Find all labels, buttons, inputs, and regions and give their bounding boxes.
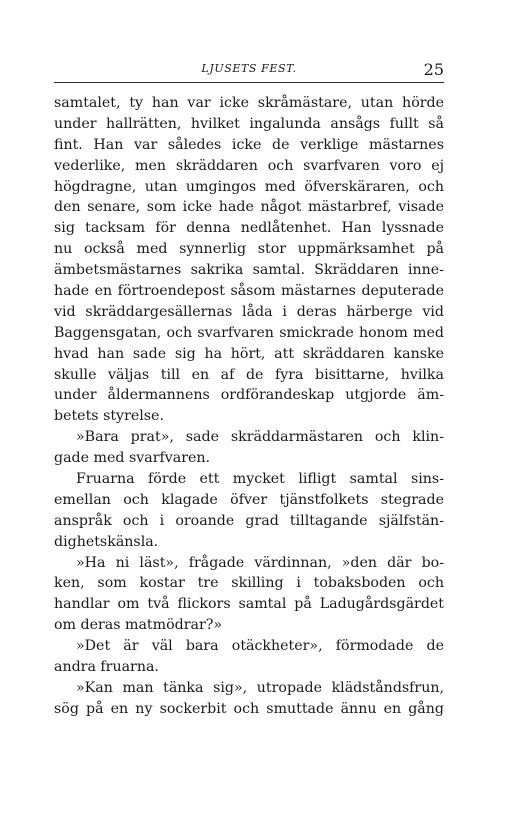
- running-title: LJUSETS FEST.: [201, 62, 297, 75]
- text-line: gade med svarfvaren.: [54, 450, 211, 467]
- text-line: vid skräddargesällernas låda i deras härberge vid: [54, 303, 444, 320]
- text-line: under hallrätten, hvilket ingalunda ansågs fullt så: [54, 115, 444, 132]
- text-line: hvad han sade sig ha hört, att skräddaren kanske: [54, 345, 444, 362]
- text-line: nu också med synnerlig stor uppmärksamhet på: [54, 241, 444, 258]
- text-line: betets styrelse.: [54, 408, 164, 425]
- text-line: emellan och klagade öfver tjänstfolkets stegrade: [54, 491, 444, 508]
- page-number: 25: [423, 60, 444, 79]
- text-line: »Det är väl bara otäckheter», förmodade de: [76, 638, 444, 655]
- text-line: vederlike, men skräddaren och svarfvaren voro ej: [54, 157, 444, 174]
- text-line: högdragne, utan umgingos med öfverskäraren, och: [54, 178, 444, 195]
- text-line: ämbetsmästarnes sakrika samtal. Skräddaren inne-: [54, 262, 444, 279]
- text-line: om deras matmödrar?»: [54, 617, 223, 634]
- text-line: Fruarna förde ett mycket lifligt samtal sins-: [76, 471, 444, 488]
- text-line: den senare, som icke hade något mästarbref, visade: [54, 199, 444, 216]
- text-line: »Kan man tänka sig», utropade klädståndsfrun,: [76, 679, 444, 696]
- text-line: »Bara prat», sade skräddarmästaren och klin-: [76, 429, 444, 446]
- text-line: samtalet, ty han var icke skråmästare, utan hörde: [54, 95, 444, 111]
- text-line: andra fruarna.: [54, 659, 159, 676]
- text-line: Baggensgatan, och svarfvaren smickrade honom med: [54, 324, 444, 341]
- text-line: handlar om två flickors samtal på Ladugårdsgärdet: [54, 596, 444, 613]
- text-line: hade en förtroendepost såsom mästarnes deputerade: [54, 283, 444, 300]
- text-line: dighetskänsla.: [54, 533, 159, 550]
- body-text: [54, 93, 444, 720]
- text-line: »Ha ni läst», frågade värdinnan, »den där bo-: [76, 554, 444, 571]
- running-head: [54, 60, 444, 83]
- text-line: fint. Han var således icke de verklige mästarnes: [54, 136, 444, 153]
- text-line: skulle väljas till en af de fyra bisittarne, hvilka: [54, 366, 444, 383]
- text-line: ken, som kostar tre skilling i tobaksboden och: [54, 575, 444, 592]
- text-line: anspråk och i oroande grad tilltagande själfstän-: [54, 512, 444, 529]
- text-line: under åldermannens ordförandeskap utgjorde äm-: [54, 387, 444, 404]
- text-line: sig tacksam för denna nedlåtenhet. Han lyssnade: [54, 220, 444, 237]
- text-line: sög på en ny sockerbit och smuttade ännu en gång: [54, 700, 444, 717]
